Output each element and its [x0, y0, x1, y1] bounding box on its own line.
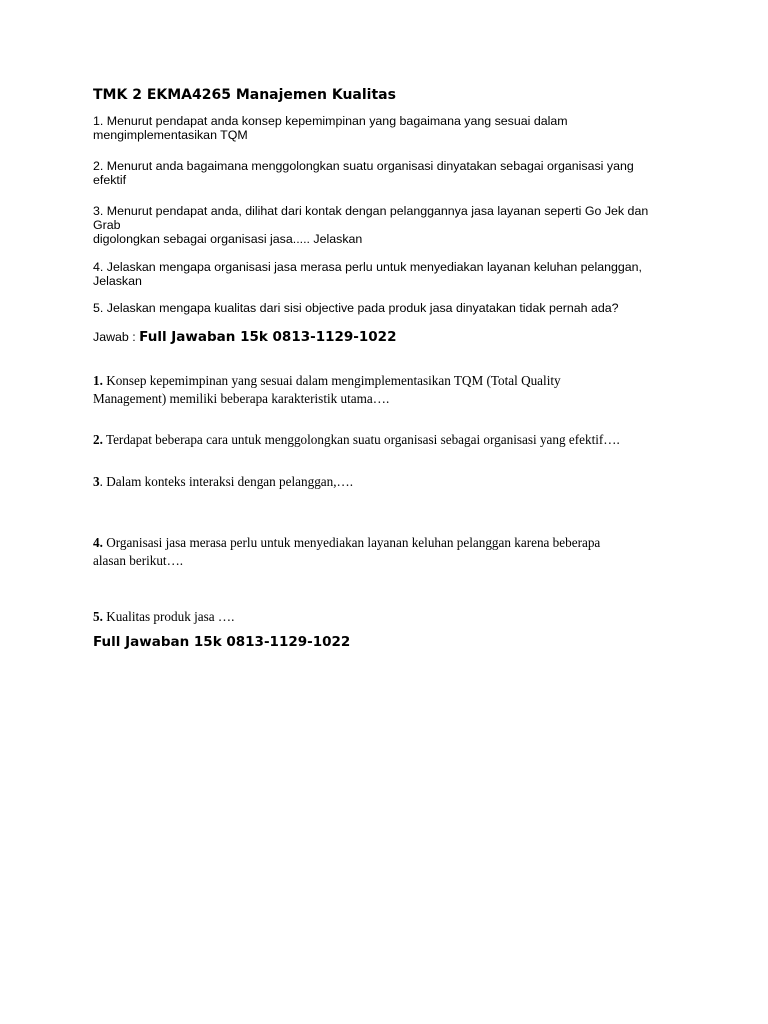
question-1: [93, 114, 683, 142]
answer-1: [93, 372, 683, 407]
answer-4: [93, 534, 683, 569]
answer-5-text-1: Kualitas produk jasa ….: [102, 609, 235, 624]
jawab-line: [93, 328, 396, 346]
answer-5: [93, 608, 683, 626]
question-1-line-1: 1. Menurut pendapat anda konsep kepemimpinan yang bagaimana yang sesuai dalam: [93, 114, 568, 128]
answer-1-line-1: [93, 372, 683, 390]
answer-1-line-2: Management) memiliki beberapa karakteristik utama….: [93, 390, 390, 406]
answer-2-line-1: [93, 431, 683, 449]
jawab-label: Jawab :: [93, 330, 140, 344]
question-2: [93, 159, 683, 187]
answer-4-line-1: [93, 534, 683, 552]
question-4-line-2: Jelaskan: [93, 274, 142, 288]
answer-1-number: 1.: [93, 373, 103, 388]
answer-2-text-1: Terdapat beberapa cara untuk menggolongkan suatu organisasi sebagai organisasi yang efektif….: [102, 432, 620, 447]
question-3-line-3: digolongkan sebagai organisasi jasa..... Jelaskan: [93, 232, 363, 246]
answer-5-number: 5.: [93, 609, 103, 624]
answer-1-text-1: Konsep kepemimpinan yang sesuai dalam mengimplementasikan TQM (Total Quality: [102, 373, 561, 388]
question-5: [93, 301, 683, 315]
answer-2-number: 2.: [93, 432, 103, 447]
question-3-line-2: Grab: [93, 218, 121, 232]
answer-3: [93, 473, 683, 491]
question-3: [93, 204, 683, 246]
answer-5-line-1: [93, 608, 683, 626]
answer-3-number: 3: [93, 474, 100, 489]
footer-promo-text: Full Jawaban 15k 0813-1129-1022: [93, 634, 351, 650]
answer-3-line-1: [93, 473, 683, 491]
answer-2: [93, 431, 683, 449]
question-4-line-1: 4. Jelaskan mengapa organisasi jasa merasa perlu untuk menyediakan layanan keluhan pelanggan,: [93, 260, 642, 274]
question-5-line-1: 5. Jelaskan mengapa kualitas dari sisi objective pada produk jasa dinyatakan tidak pernah ada?: [93, 301, 619, 315]
answer-3-text-1: . Dalam konteks interaksi dengan pelanggan,….: [99, 474, 354, 489]
document-title: TMK 2 EKMA4265 Manajemen Kualitas: [93, 87, 396, 103]
question-4: [93, 260, 683, 288]
answer-4-line-2: alasan berikut….: [93, 552, 184, 568]
question-2-line-1: 2. Menurut anda bagaimana menggolongkan suatu organisasi dinyatakan sebagai organisasi yang: [93, 159, 634, 173]
question-2-line-2: efektif: [93, 173, 127, 187]
question-3-line-1: 3. Menurut pendapat anda, dilihat dari kontak dengan pelanggannya jasa layanan seperti Go Jek dan: [93, 204, 649, 218]
answer-4-number: 4.: [93, 535, 103, 550]
promo-text: Full Jawaban 15k 0813-1129-1022: [139, 329, 397, 345]
answer-4-text-1: Organisasi jasa merasa perlu untuk menyediakan layanan keluhan pelanggan karena beberapa: [102, 535, 601, 550]
question-1-line-2: mengimplementasikan TQM: [93, 128, 248, 142]
